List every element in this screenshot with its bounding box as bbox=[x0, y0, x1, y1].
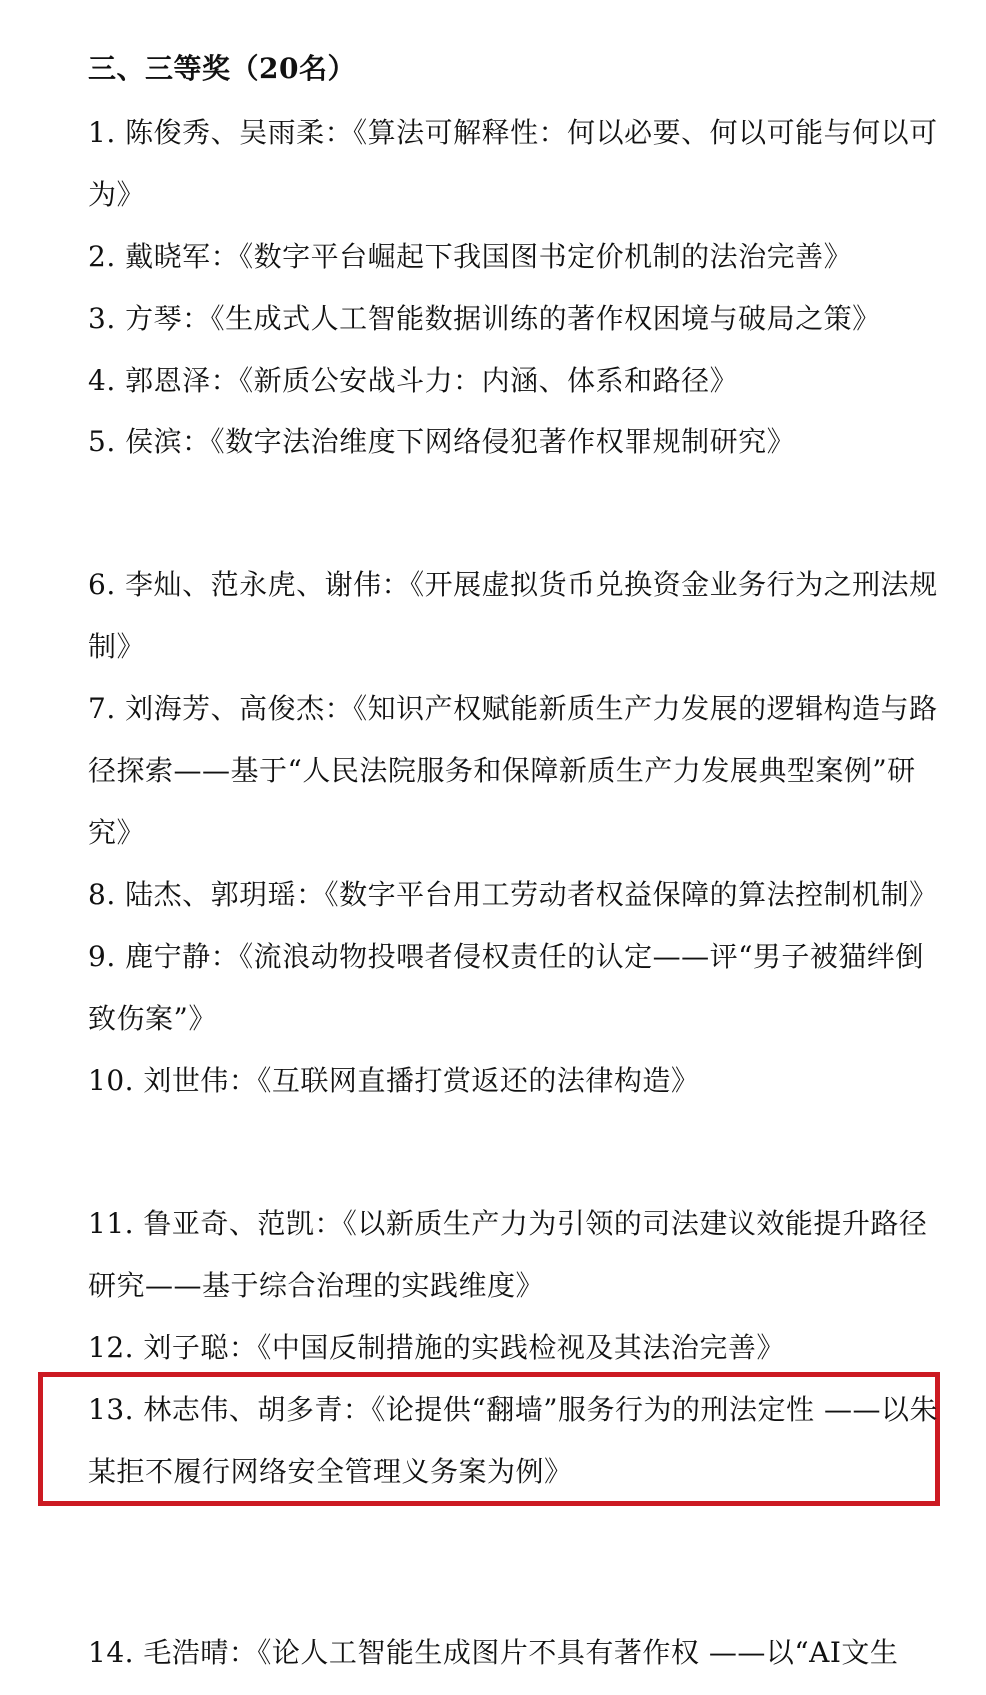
entry-7-line-3: 究》 bbox=[88, 816, 146, 849]
entry-8: 8. 陆杰、郭玥瑶：《数字平台用工劳动者权益保障的算法控制机制》 bbox=[88, 878, 938, 911]
section-heading: 三、三等奖（20名） bbox=[88, 52, 356, 85]
entry-13-line-1: 13. 林志伟、胡多青：《论提供“翻墙”服务行为的刑法定性 ——以朱 bbox=[88, 1393, 938, 1426]
entry-7-line-2: 径探索——基于“人民法院服务和保障新质生产力发展典型案例”研 bbox=[88, 754, 916, 787]
entry-7-line-1: 7. 刘海芳、高俊杰：《知识产权赋能新质生产力发展的逻辑构造与路 bbox=[88, 692, 938, 725]
entry-13-line-2: 某拒不履行网络安全管理义务案为例》 bbox=[88, 1455, 573, 1488]
entry-3: 3. 方琴：《生成式人工智能数据训练的著作权困境与破局之策》 bbox=[88, 302, 881, 335]
entry-11-line-1: 11. 鲁亚奇、范凯：《以新质生产力为引领的司法建议效能提升路径 bbox=[88, 1207, 928, 1240]
entry-11-line-2: 研究——基于综合治理的实践维度》 bbox=[88, 1269, 545, 1302]
entry-5: 5. 侯滨：《数字法治维度下网络侵犯著作权罪规制研究》 bbox=[88, 425, 796, 458]
entry-6-line-2: 制》 bbox=[88, 630, 146, 663]
entry-9-line-1: 9. 鹿宁静：《流浪动物投喂者侵权责任的认定——评“男子被猫绊倒 bbox=[88, 940, 924, 973]
entry-9-line-2: 致伤案”》 bbox=[88, 1002, 217, 1035]
entry-1-line-1: 1. 陈俊秀、吴雨柔：《算法可解释性：何以必要、何以可能与何以可 bbox=[88, 116, 938, 149]
entry-12: 12. 刘子聪：《中国反制措施的实践检视及其法治完善》 bbox=[88, 1331, 785, 1364]
entry-1-line-2: 为》 bbox=[88, 178, 146, 211]
entry-6-line-1: 6. 李灿、范永虎、谢伟：《开展虚拟货币兑换资金业务行为之刑法规 bbox=[88, 568, 938, 601]
entry-10: 10. 刘世伟：《互联网直播打赏返还的法律构造》 bbox=[88, 1064, 700, 1097]
entry-2: 2. 戴晓军：《数字平台崛起下我国图书定价机制的法治完善》 bbox=[88, 240, 853, 273]
entry-4: 4. 郭恩泽：《新质公安战斗力：内涵、体系和路径》 bbox=[88, 364, 739, 397]
entry-14: 14. 毛浩晴：《论人工智能生成图片不具有著作权 ——以“AI文生 bbox=[88, 1636, 899, 1669]
